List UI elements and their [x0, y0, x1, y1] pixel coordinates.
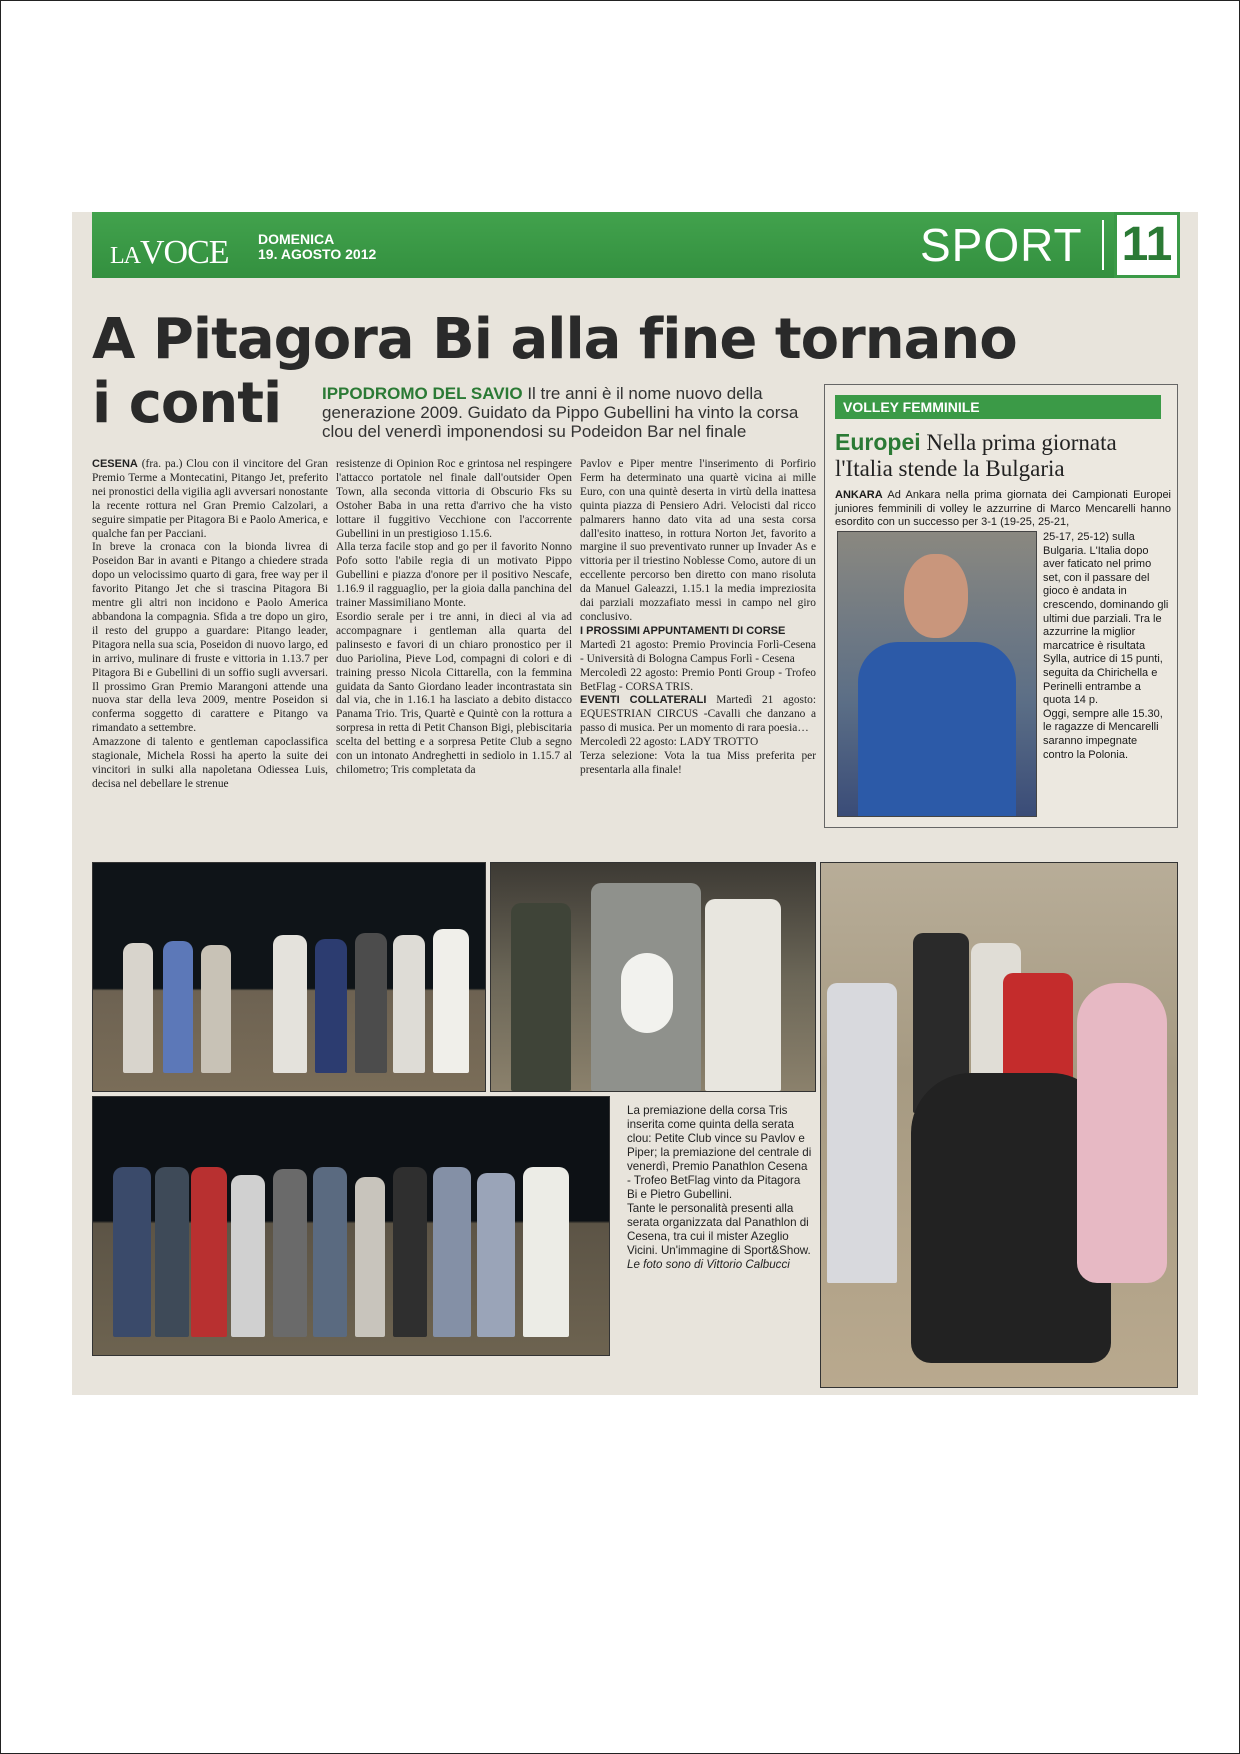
volley-lead-text: Ad Ankara nella prima giornata dei Campionati Europei juniores femminili di volley le azzurrine di Marco Mencarelli hanno esordito con un successo per 3-1 (19-25, 25-21, — [835, 489, 1172, 528]
col3-p3: Mercoledì 22 agosto: Premio Ponti Group - Trofeo BetFlag - CORSA TRIS. — [580, 666, 816, 693]
dateline: CESENA — [92, 458, 138, 470]
photo-flamenco-dancers — [820, 862, 1178, 1388]
logo-main: VOCE — [140, 234, 229, 271]
volley-dateline: ANKARA — [835, 489, 883, 501]
subhead-text: Il tre anni è il nome nuovo della generazione 2009. Guidato da Pippo Gubellini ha vinto la corsa clou del venerdì imponendosi su Podeidon Bar nel finale — [322, 384, 799, 441]
photo-trophy-presentation — [490, 862, 816, 1092]
photo-award-group-1 — [92, 862, 486, 1092]
issue-day: DOMENICA — [258, 231, 335, 247]
photo-credit: Le foto sono di Vittorio Calbucci — [627, 1258, 790, 1271]
article-column-3 — [580, 458, 816, 778]
col1-p1 — [92, 458, 328, 541]
volley-title-bold: Europei — [835, 429, 921, 455]
coach-photo — [837, 531, 1037, 817]
article-column-1 — [92, 458, 328, 792]
logo-prefix: LA — [110, 243, 140, 269]
newspaper-clipping — [72, 212, 1198, 1395]
caption-text-2: Tante le personalità presenti alla serata organizzata dal Panathlon di Cesena, tra cui il mister Azeglio Vicini. Un'immagine di Sport&Show. — [627, 1202, 811, 1257]
col3-p6: Terza selezione: Vota la tua Miss preferita per presentarla alla finale! — [580, 750, 816, 776]
photo-caption — [627, 1104, 812, 1272]
volley-title-rest: Nella prima giornata l'Italia stende la Bulgaria — [835, 430, 1117, 481]
newspaper-logo — [110, 234, 229, 272]
headline-line-1: A Pitagora Bi alla fine tornano — [92, 307, 1017, 372]
article-column-2 — [336, 458, 572, 778]
volley-side-p2: Oggi, sempre alle 15.30, le ragazze di Mencarelli saranno impegnate contro la Polonia. — [1043, 707, 1163, 761]
col1-p2: In breve la cronaca con la bionda livrea di Poseidon Bar in avanti e Pitango a chiedere strada dopo un velocissimo quarto di gara, free way per il favorito Pitango Jet che si trascina Pitagora Bi mentre gli altri non incidono e Paolo America abbandona la compagnia. Sfida a tre dopo un giro, il resto del gruppo a guardare: Pitango leader, Pitagora nella sua scia, Poseidon di nuovo largo, ed in arrivo, mulinare di fruste e vittoria in 1.13.7 per Pitagora Bi e Gubellini di un soffio sugli avversari. Il prossimo Gran Premio Marangoni attende una nuova star della leva 2009, mentre Poseidon si conferma soggetto di carattere e Pitango va rimandato a settembre. — [92, 541, 328, 735]
col3-heading-appointments: I PROSSIMI APPUNTAMENTI DI CORSE — [580, 624, 786, 637]
col3-heading-events: EVENTI COLLATERALI — [580, 694, 707, 707]
col2-p2: Alla terza facile stop and go per il favorito Nonno Pofo sotto l'abile regia di un motivato Pippo Gubellini e piazza d'onore per il positivo Nescafe, 1.16.9 il ragguaglio, per la gioia dalla panchina del trainer Massimiliano Monte. — [336, 541, 572, 610]
col1-p3: Amazzone di talento e gentleman capoclassifica stagionale, Michela Rossi ha aperto la suite dei vincitori in sulki alla napoletana Odiessea Luis, decisa nel debellare le strenue — [92, 736, 328, 790]
issue-date — [258, 232, 376, 262]
subheadline — [322, 384, 832, 441]
volley-lead — [835, 489, 1171, 530]
coach-face — [904, 554, 968, 638]
page-header — [92, 212, 1180, 278]
header-divider — [1102, 220, 1104, 270]
col3-p4: Martedì 21 agosto: EQUESTRIAN CIRCUS -Cavalli che danzano a passo di musica. Per un momento di rara poesia… — [580, 694, 816, 735]
subhead-kicker: IPPODROMO DEL SAVIO — [322, 384, 523, 403]
issue-date-text: 19. AGOSTO 2012 — [258, 246, 377, 262]
volley-tag: VOLLEY FEMMINILE — [835, 395, 1161, 419]
volley-side-text — [1043, 531, 1169, 762]
col3-p1: Pavlov e Piper mentre l'inserimento di Porfirio Ferm ha determinato una quartè vicina ai mille Euro, con una quintè deserta in virtù della inattesa quinta piazza di Pensiero Adri. Velocisti dal ricco palmarers hanno dato vita ad una sesta corsa dall'esito inatteso, in rottura Norton Jet, favorito a margine il suo preventivato runner up Invader As e vittoria per il triestino Noblesse Como, autore di un eccellente percorso ben diretto con mano risoluta da Manuel Galeazzi, 1.15.1 la media impreziosita dai parziali mozzafiato messi in campo nel giro conclusivo. — [580, 458, 816, 623]
volley-sidebar — [824, 384, 1178, 828]
col2-p1: resistenze di Opinion Roc e grintosa nel respingere l'attacco portatole nel finale dall'outsider Open Town, alla seconda vittoria di Obscurio Fks su Ostoher Baba in una retta d'arrivo che ha visto lottare il fuggitivo Vecchione con l'accorrente Gubellini in un prestigioso 1.15.6. — [336, 458, 572, 540]
volley-title — [835, 429, 1171, 482]
col1-p1-text: (fra. pa.) Clou con il vincitore del Gran Premio Terme a Montecatini, Pitango Jet, preferito nei pronostici della vigilia agli avversari nonostante la recente rottura nel Gran Premio Calzolari, a seguire simpatie per Pitagora Bi e Paolo America, e qualche fan per Pacciani. — [92, 458, 328, 540]
coach-jacket — [858, 642, 1016, 816]
headline-line-2: i conti — [92, 371, 282, 436]
col3-p5: Mercoledì 22 agosto: LADY TROTTO — [580, 736, 759, 749]
col2-p3: Esordio serale per i tre anni, in dieci al via ad accompagnare i gentleman alla quarta del palinsesto e favori di un chiaro pronostico per il duo Pariolina, Pieve Lod, compagni di colori e di training presso Nicola Cittarella, con la femmina guidata da Santo Giordano leader incontrastata sin dal via, che in 1.16.1 ha lasciato a debito distacco Panama Trio. Tris, Quartè e Quintè con la rottura a sorpresa in retta di Petit Chanson Bigi, plebiscitaria scelta del betting e a sorpresa Petite Club a segno con un intonato Andreghetti in sediolo in 1.15.7 al chilometro; Tris completata da — [336, 610, 572, 776]
photo-award-group-2 — [92, 1096, 610, 1356]
col3-p2: Martedì 21 agosto: Premio Provincia Forlì-Cesena - Università di Bologna Campus Forlì - Cesena — [580, 638, 816, 665]
page-number: 11 — [1114, 212, 1180, 278]
volley-side-p1: 25-17, 25-12) sulla Bulgaria. L'Italia dopo aver faticato nel primo set, con il passare del gioco è andata in crescendo, dominando gli ultimi due parziali. Tra le azzurrine la miglior marcatrice è risultata Sylla, autrice di 15 punti, seguita da Chirichella e Perinelli entrambe a quota 14 p. — [1043, 531, 1169, 707]
section-title: SPORT — [920, 219, 1083, 271]
caption-text-1: La premiazione della corsa Tris inserita come quinta della serata clou: Petite Club vince su Pavlov e Piper; la premiazione del centrale di venerdì, Premio Panathlon Cesena - Trofeo BetFlag vinto da Pitagora Bi e Pietro Gubellini. — [627, 1104, 812, 1201]
